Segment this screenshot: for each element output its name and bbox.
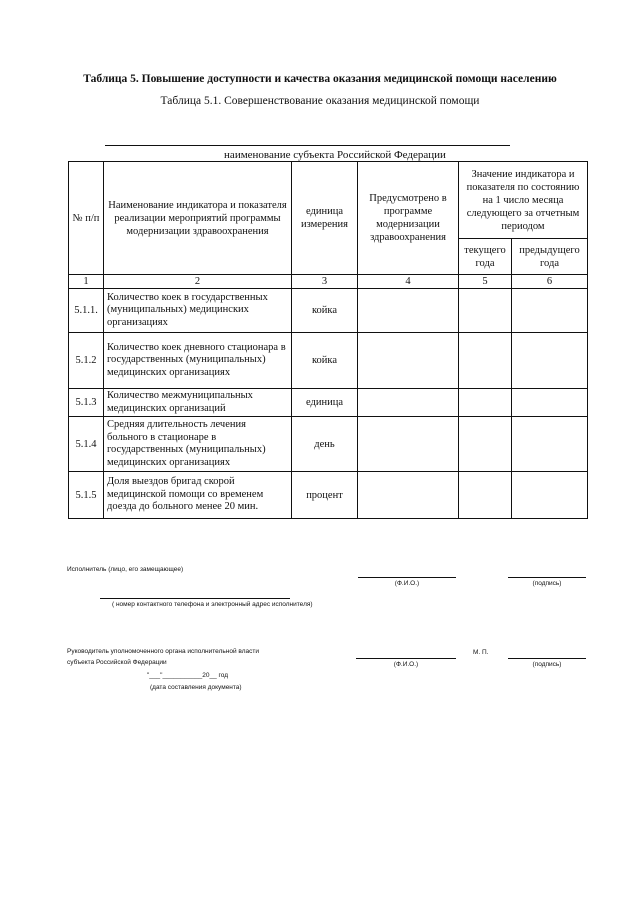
header-previous-year: предыдущего года [512, 239, 588, 275]
row-unit: койка [292, 333, 358, 389]
head-title-line1: Руководитель уполномоченного органа исполнительной власти [67, 648, 259, 655]
row-unit: койка [292, 289, 358, 333]
row-unit: процент [292, 472, 358, 519]
header-value-group: Значение индикатора и показателя по состоянию на 1 число месяца следующего за отчетным периодом [459, 162, 588, 239]
contact-line [100, 598, 290, 599]
table-subtitle: Таблица 5.1. Совершенствование оказания медицинской помощи [160, 95, 480, 107]
table-row [69, 333, 588, 389]
date-caption: (дата составления документа) [150, 684, 242, 691]
row-planned-cell [358, 472, 459, 519]
executor-fio-line [358, 577, 456, 578]
row-previous-cell [512, 472, 588, 519]
date-line: "___"___________20__ год [147, 672, 228, 679]
row-current-cell [459, 333, 512, 389]
row-current-cell [459, 389, 512, 417]
row-num: 5.1.2 [69, 333, 104, 389]
row-planned-cell [358, 289, 459, 333]
row-indicator-name: Количество коек дневного стационара в государственных (муниципальных) медицинских организациях [104, 333, 292, 389]
contact-caption: ( номер контактного телефона и электронный адрес исполнителя) [112, 601, 313, 608]
row-unit: единица [292, 389, 358, 417]
row-unit: день [292, 417, 358, 472]
head-signature-caption: (подпись) [532, 661, 562, 668]
column-number: 6 [512, 275, 588, 289]
subject-name-line [105, 145, 510, 146]
row-planned-cell [358, 333, 459, 389]
table-row [69, 417, 588, 472]
row-indicator-name: Средняя длительность лечения больного в стационаре в государственных (муниципальных) медицинских организациях [104, 417, 292, 472]
row-num: 5.1.1. [69, 289, 104, 333]
head-signature-line [508, 658, 586, 659]
row-num: 5.1.3 [69, 389, 104, 417]
row-current-cell [459, 289, 512, 333]
row-indicator-name: Количество коек в государственных (муниципальных) медицинских организациях [104, 289, 292, 333]
stamp-mark: М. П. [473, 649, 489, 656]
row-planned-cell [358, 389, 459, 417]
table-main-title: Таблица 5. Повышение доступности и качества оказания медицинской помощи населению [83, 73, 557, 85]
column-number: 4 [358, 275, 459, 289]
row-indicator-name: Доля выездов бригад скорой медицинской помощи со временем доезда до больного менее 20 мин. [104, 472, 292, 519]
row-num: 5.1.5 [69, 472, 104, 519]
head-title-line2: субъекта Российской Федерации [67, 659, 167, 666]
column-number: 2 [104, 275, 292, 289]
header-unit: единица измерения [292, 162, 358, 275]
subject-name-caption: наименование субъекта Российской Федерации [224, 149, 446, 161]
indicators-table [68, 161, 588, 519]
executor-signature-caption: (подпись) [532, 580, 562, 587]
row-previous-cell [512, 417, 588, 472]
header-current-year: текущего года [459, 239, 512, 275]
row-previous-cell [512, 289, 588, 333]
row-num: 5.1.4 [69, 417, 104, 472]
table-row [69, 289, 588, 333]
row-indicator-name: Количество межмуниципальных медицинских организаций [104, 389, 292, 417]
header-planned: Предусмотрено в программе модернизации здравоохранения [358, 162, 459, 275]
executor-fio-caption: (Ф.И.О.) [394, 580, 420, 587]
row-previous-cell [512, 333, 588, 389]
executor-label: Исполнитель (лицо, его замещающее) [67, 566, 184, 573]
row-current-cell [459, 417, 512, 472]
column-number: 1 [69, 275, 104, 289]
row-previous-cell [512, 389, 588, 417]
row-planned-cell [358, 417, 459, 472]
executor-signature-line [508, 577, 586, 578]
table-row [69, 472, 588, 519]
head-fio-caption: (Ф.И.О.) [393, 661, 419, 668]
column-number: 5 [459, 275, 512, 289]
column-number: 3 [292, 275, 358, 289]
table-row [69, 389, 588, 417]
head-fio-line [356, 658, 456, 659]
header-indicator-name: Наименование индикатора и показателя реализации мероприятий программы модернизации здравоохранения [104, 162, 292, 275]
header-num: № п/п [69, 162, 104, 275]
row-current-cell [459, 472, 512, 519]
